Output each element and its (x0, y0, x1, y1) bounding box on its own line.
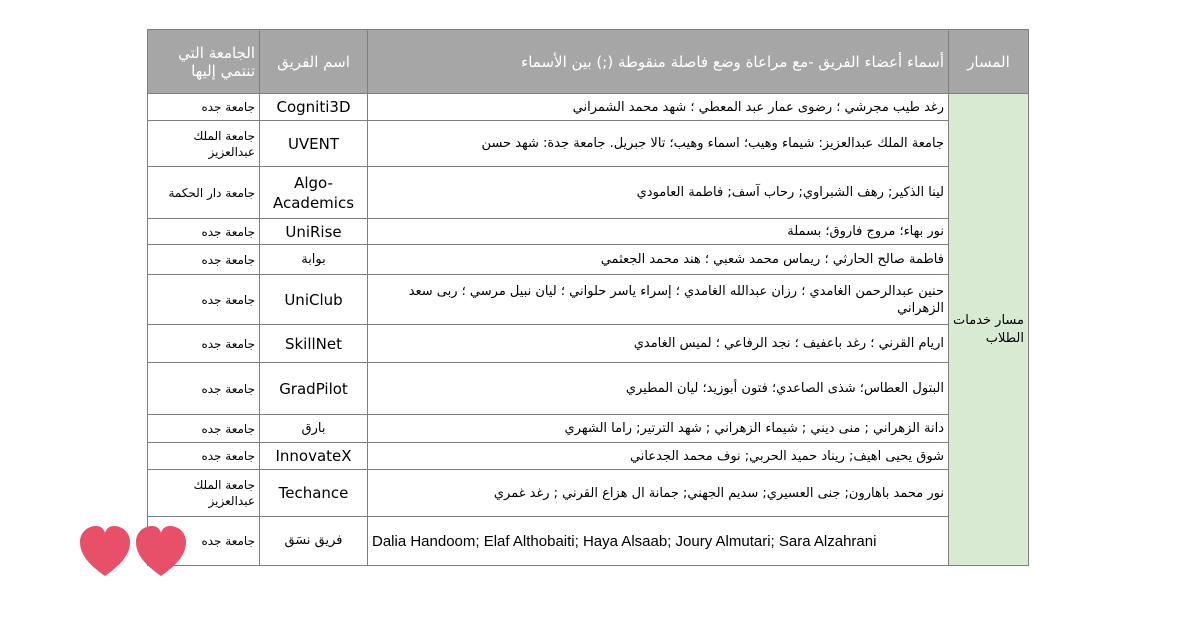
members-cell: البتول العطاس؛ شذى الصاعدي؛ فتون أبوزيد؛ ليان المطيري (368, 363, 949, 415)
table-row (148, 363, 1029, 415)
teams-table (147, 29, 1029, 566)
university-cell: جامعة جده (148, 94, 260, 121)
members-cell: شوق يحيى اهيف; ريناد حميد الحربي; نوف محمد الجدعاني (368, 443, 949, 470)
hearts-decoration (78, 524, 190, 578)
team-cell: Cogniti3D (260, 94, 368, 121)
team-cell: Techance (260, 470, 368, 517)
members-cell: اريام القرني ؛ رغد باعفيف ؛ نجد الرفاعي ؛ لميس الغامدي (368, 325, 949, 363)
table-row (148, 470, 1029, 517)
members-cell: نور بهاء؛ مروج فاروق؛ بسملة (368, 219, 949, 245)
team-cell: UniClub (260, 275, 368, 325)
members-cell: رغد طيب مجرشي ؛ رضوى عمار عبد المعطي ؛ شهد محمد الشمراني (368, 94, 949, 121)
table-row (148, 517, 1029, 566)
team-cell: UniRise (260, 219, 368, 245)
university-cell: جامعة جده (148, 415, 260, 443)
university-cell: جامعة دار الحكمة (148, 167, 260, 219)
table-row (148, 219, 1029, 245)
university-cell: جامعة الملك عبدالعزيز (148, 121, 260, 167)
table-row (148, 415, 1029, 443)
university-cell: جامعة جده (148, 325, 260, 363)
table-row (148, 443, 1029, 470)
university-cell: جامعة جده (148, 219, 260, 245)
table-row (148, 275, 1029, 325)
team-cell: فريق نسَق (260, 517, 368, 566)
table-row (148, 94, 1029, 121)
university-cell: جامعة جده (148, 363, 260, 415)
university-cell: جامعة جده (148, 443, 260, 470)
members-cell: نور محمد باهارون; جنى العسيري; سديم الجهني; جمانة ال هزاع القرني ; رغد غمري (368, 470, 949, 517)
header-university: الجامعة التي تنتمي إليها (148, 30, 260, 94)
members-cell: جامعة الملك عبدالعزيز: شيماء وهيب؛ اسماء وهيب؛ تالا جبريل. جامعة جدة: شهد حسن (368, 121, 949, 167)
header-team-name: اسم الفريق (260, 30, 368, 94)
table-row (148, 325, 1029, 363)
team-cell: InnovateX (260, 443, 368, 470)
heart-icon (80, 526, 130, 576)
members-cell: لينا الذكير; رهف الشبراوي; رحاب آسف; فاطمة العامودي (368, 167, 949, 219)
university-cell: جامعة جده (148, 245, 260, 275)
heart-icon (136, 526, 186, 576)
header-members: أسماء أعضاء الفريق -مع مراعاة وضع فاصلة منقوطة (;) بين الأسماء (368, 30, 949, 94)
university-cell: جامعة جده (148, 517, 260, 566)
table-row (148, 121, 1029, 167)
team-cell: SkillNet (260, 325, 368, 363)
header-row (148, 30, 1029, 94)
table-row (148, 167, 1029, 219)
team-cell: UVENT (260, 121, 368, 167)
track-cell: مسار خدمات الطلاب (949, 94, 1029, 566)
members-cell: حنين عبدالرحمن الغامدي ؛ رزان عبدالله الغامدي ؛ إسراء ياسر حلواني ؛ ليان نبيل مرسي ؛ ربى سعد الزهراني (368, 275, 949, 325)
university-cell: جامعة الملك عبدالعزيز (148, 470, 260, 517)
university-cell: جامعة جده (148, 275, 260, 325)
team-cell: Algo-Academics (260, 167, 368, 219)
team-cell: بارق (260, 415, 368, 443)
team-cell: GradPilot (260, 363, 368, 415)
team-cell: بوابة (260, 245, 368, 275)
members-cell: دانة الزهراني ; منى ديني ; شيماء الزهراني ; شهد الترتير; راما الشهري (368, 415, 949, 443)
members-cell: فاطمة صالح الحارثي ؛ ريماس محمد شعبي ؛ هند محمد الجعثمي (368, 245, 949, 275)
table-row (148, 245, 1029, 275)
header-track: المسار (949, 30, 1029, 94)
members-cell: Dalia Handoom; Elaf Althobaiti; Haya Alsaab; Joury Almutari; Sara Alzahrani (368, 517, 949, 566)
